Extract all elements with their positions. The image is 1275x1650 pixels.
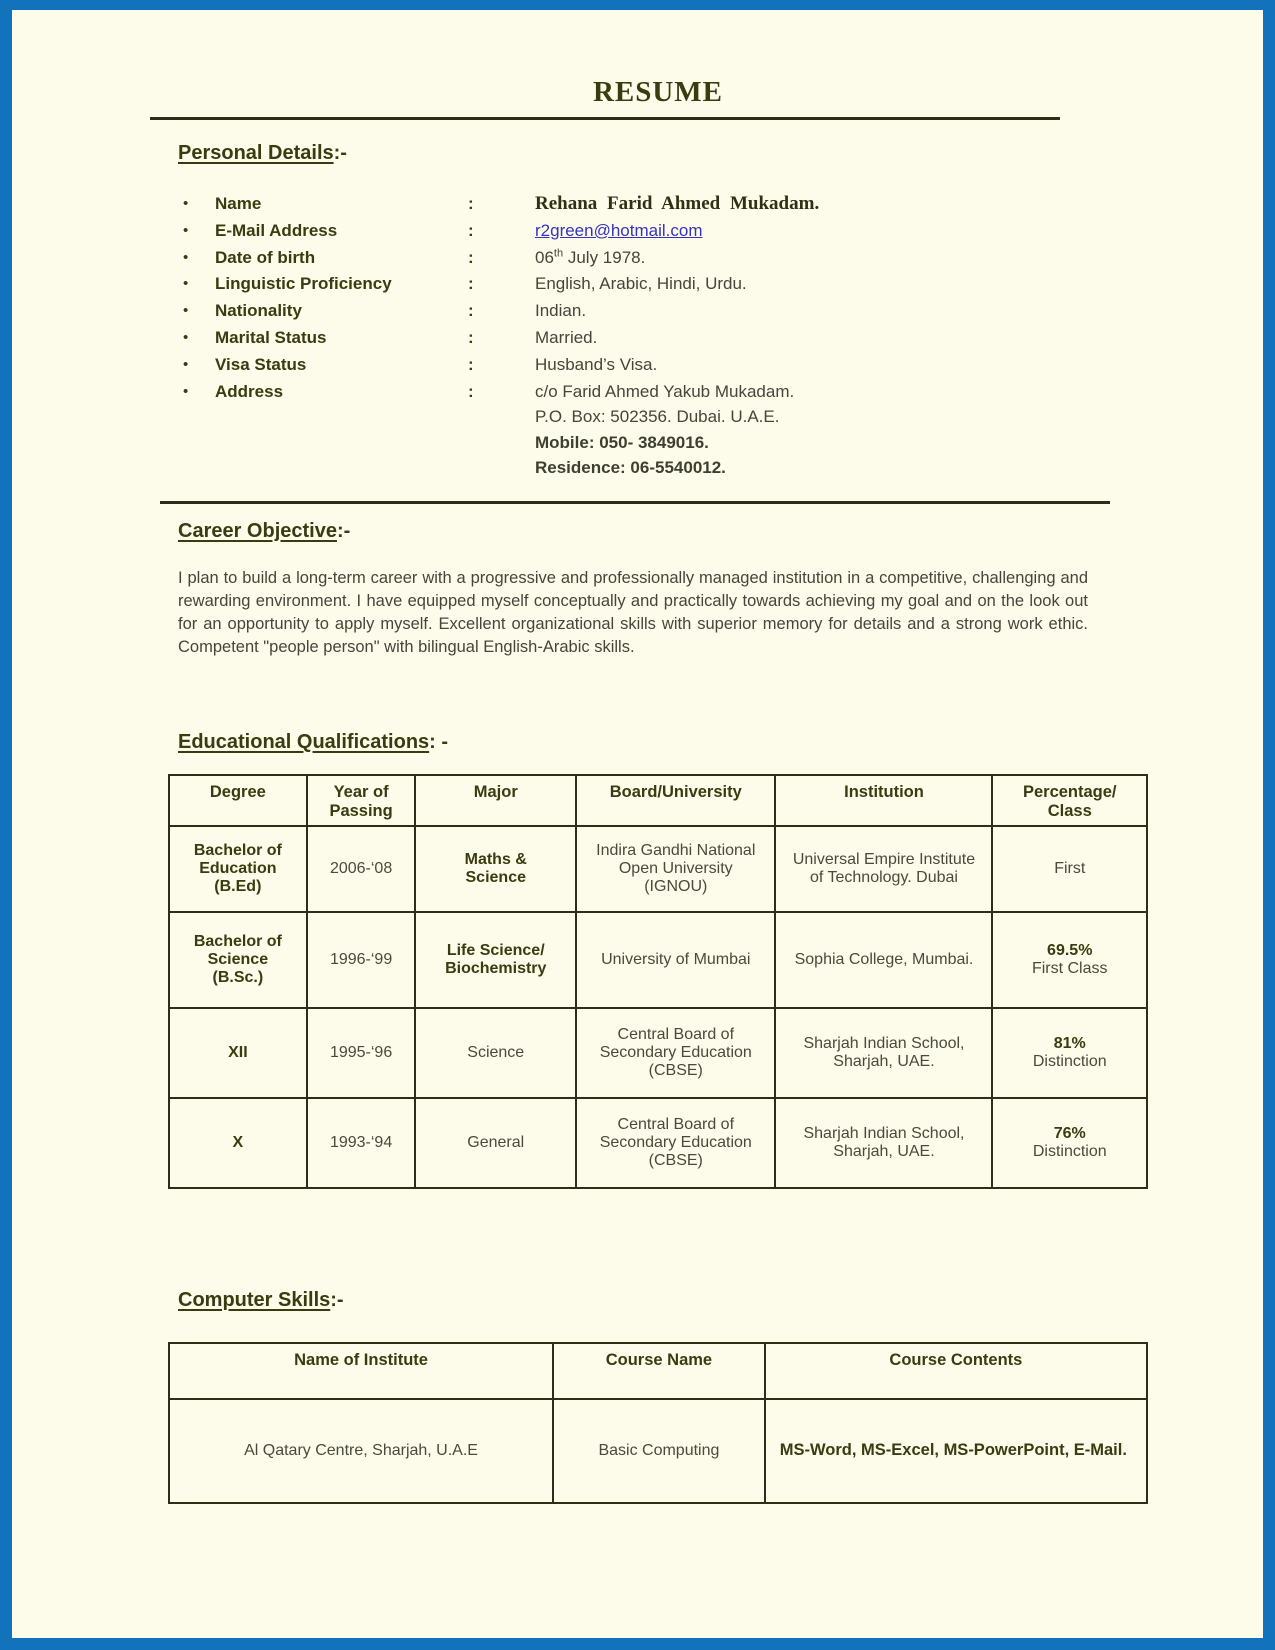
table-row [169,826,1147,912]
percentage-cell: 76% Distinction [992,1098,1147,1188]
bullet-icon: • [183,275,189,293]
list-item-marital-status: • Marital Status : Married. [168,325,1148,352]
list-item-languages: • Linguistic Proficiency : English, Arabic, Hindi, Urdu. [168,271,1148,298]
list-item-nationality: • Nationality : Indian. [168,298,1148,325]
percentage-cell: 81% Distinction [992,1008,1147,1098]
bullet-icon: • [183,302,189,320]
computer-skills-heading: Computer Skills:- [178,1288,344,1311]
institution-cell: Sharjah Indian School, Sharjah, UAE. [803,1124,965,1160]
list-item-address: • Address : c/o Farid Ahmed Yakub Mukadam. P.O. Box: 502356. Dubai. U.A.E. Mobile: 050- 3849016. Residence: 06-5540012. [168,379,1148,481]
bullet-icon: • [183,195,189,212]
institution-cell: Sharjah Indian School, Sharjah, UAE. [803,1034,965,1070]
major-cell: Maths & Science [464,850,527,886]
board-cell: Indira Gandhi National Open University (IGNOU) [596,841,756,895]
career-objective-paragraph: I plan to build a long-term career with a progressive and professionally managed institution in a competitive, challenging and rewarding environment. I have equipped myself conceptually and practically towards achieving my goal and on the look out for an opportunity to apply myself. Excellent organizational skills with superior memory for details and a strong work ethic. Competent "people person" with bilingual English-Arabic skills. [178,568,1088,656]
degree-cell: Bachelor of Education (B.Ed) [193,841,282,895]
table-row [169,1098,1147,1188]
column-header-board: Board/University [576,775,775,826]
education-heading: Educational Qualifications: - [178,730,449,753]
institution-cell: Sophia College, Mumbai. [794,950,974,968]
percentage-cell: First [992,826,1147,912]
education-table [168,774,1148,1189]
institute-cell: Al Qatary Centre, Sharjah, U.A.E [169,1399,553,1503]
board-cell: Central Board of Secondary Education (CBSE) [599,1115,752,1169]
column-header-major: Major [415,775,576,826]
bullet-icon: • [183,382,189,400]
education-table-header-row [169,775,1147,826]
major-cell: Life Science/ Biochemistry [445,941,547,977]
course-contents-cell: MS-Word, MS-Excel, MS-PowerPoint, E-Mail. [765,1399,1147,1503]
bullet-icon: • [183,328,189,346]
list-item-visa-status: • Visa Status : Husband’s Visa. [168,352,1148,379]
column-header-course-name: Course Name [553,1343,765,1399]
column-header-course-contents: Course Contents [765,1343,1147,1399]
year-cell: 1995-‘96 [307,1008,416,1098]
year-cell: 1993-‘94 [307,1098,416,1188]
list-item-email: • E-Mail Address : r2green@hotmail.com [168,218,1148,245]
board-cell: Central Board of Secondary Education (CBSE) [599,1025,752,1079]
column-header-institute: Name of Institute [169,1343,553,1399]
institution-cell: Universal Empire Institute of Technology. Dubai [792,850,976,886]
title-rule [150,117,1060,120]
list-item-name: • Name : Rehana Farid Ahmed Mukadam. [168,191,1148,218]
email-link[interactable]: r2green@hotmail.com [535,220,703,240]
document-title: RESUME [592,76,724,108]
column-header-year: Year of Passing [307,775,416,826]
table-row [169,912,1147,1008]
computer-skills-header-row [169,1343,1147,1399]
degree-cell: X [232,1133,244,1151]
person-name: Rehana Farid Ahmed Mukadam. [535,193,820,214]
year-cell: 2006-‘08 [307,826,416,912]
personal-details-heading: Personal Details:- [178,142,347,164]
course-name-cell: Basic Computing [553,1399,765,1503]
bullet-icon: • [183,221,189,239]
career-objective-heading: Career Objective:- [178,519,351,542]
major-cell: Science [467,1043,525,1061]
year-cell: 1996-‘99 [307,912,416,1008]
column-header-percentage: Percentage/ Class [992,775,1147,826]
degree-cell: XII [228,1043,248,1061]
section-divider [160,501,1110,504]
list-item-dob: • Date of birth : 06th July 1978. [168,245,1148,272]
table-row [169,1399,1147,1503]
bullet-icon: • [183,248,189,266]
degree-cell: Bachelor of Science (B.Sc.) [193,932,282,986]
major-cell: General [467,1133,525,1151]
address-value: c/o Farid Ahmed Yakub Mukadam. P.O. Box: 502356. Dubai. U.A.E. Mobile: 050- 3849016. Residence: 06-5540012. [535,381,795,478]
column-header-institution: Institution [775,775,992,826]
table-row [169,1008,1147,1098]
column-header-degree: Degree [169,775,307,826]
personal-details-list [168,191,1148,481]
dob-value: 06th July 1978. [535,246,646,267]
bullet-icon: • [183,355,189,373]
board-cell: University of Mumbai [601,950,751,968]
percentage-cell: 69.5% First Class [992,912,1147,1008]
computer-skills-table [168,1342,1148,1504]
